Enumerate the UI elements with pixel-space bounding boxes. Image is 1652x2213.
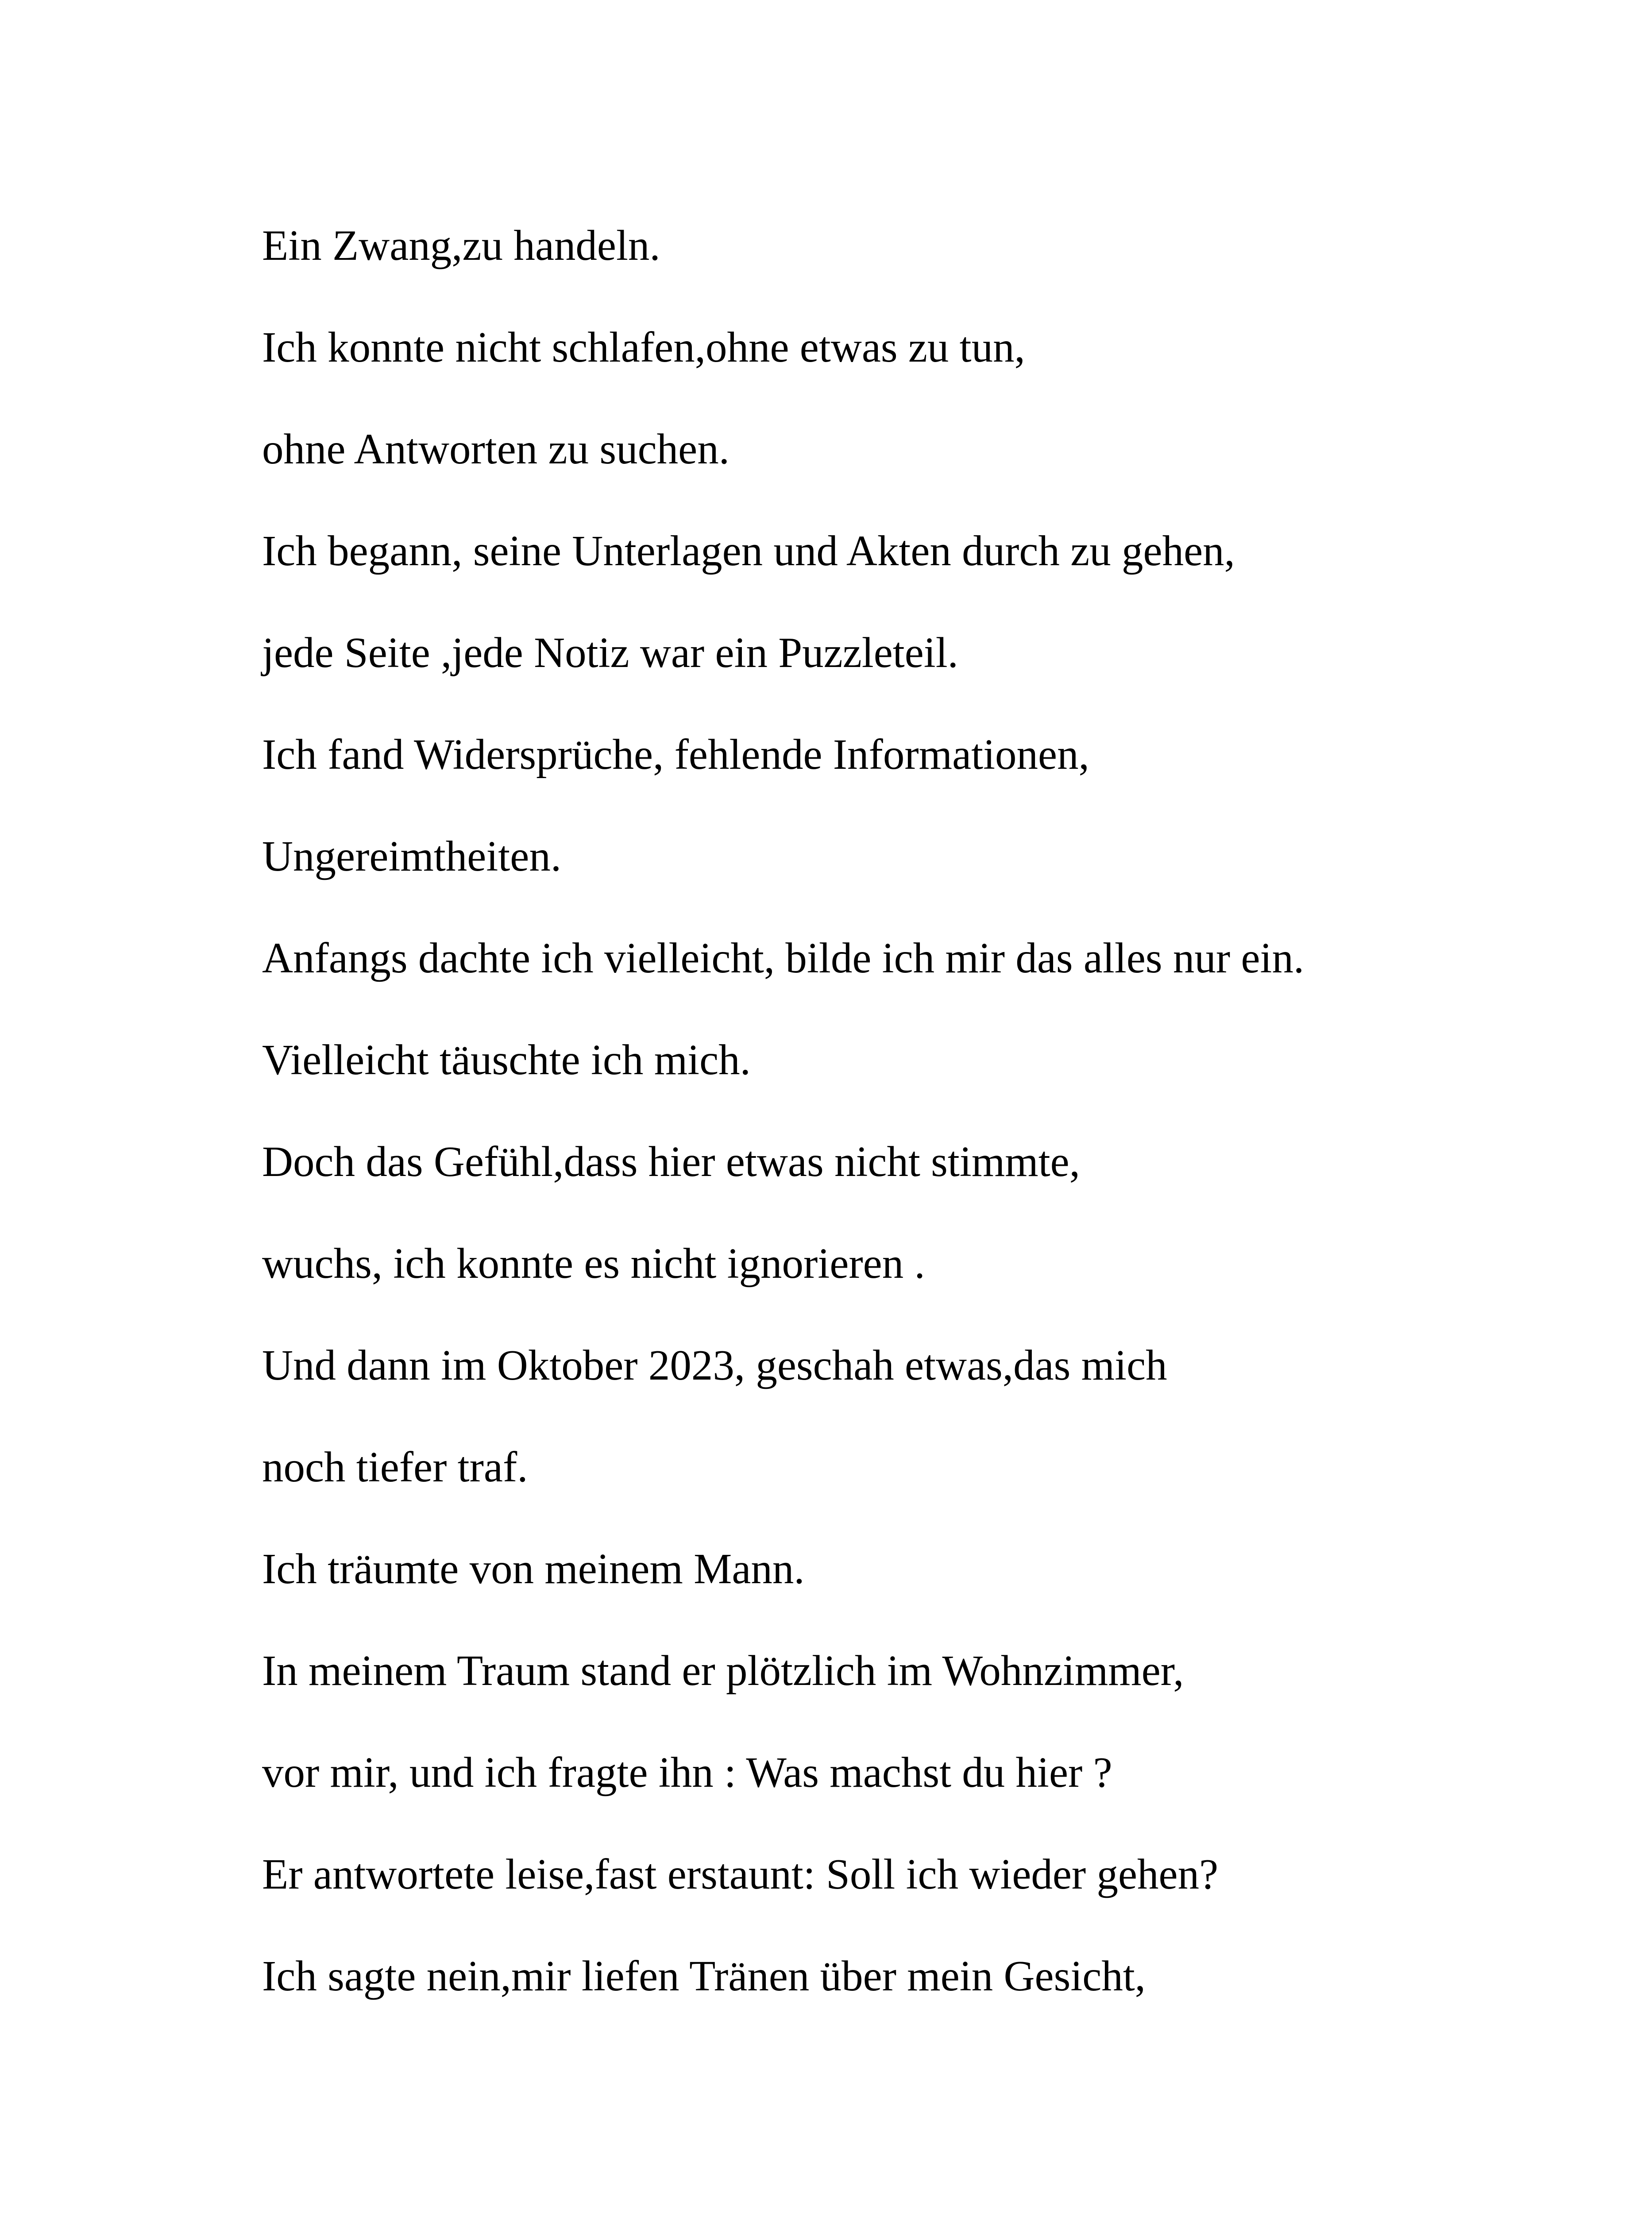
text-line: noch tiefer traf. — [262, 1443, 528, 1491]
text-line: Ich konnte nicht schlafen,ohne etwas zu tun, — [262, 324, 1025, 371]
text-line: Ich begann, seine Unterlagen und Akten durch zu gehen, — [262, 527, 1235, 574]
text-line: In meinem Traum stand er plötzlich im Wohnzimmer, — [262, 1647, 1184, 1694]
text-line: wuchs, ich konnte es nicht ignorieren . — [262, 1240, 925, 1287]
text-line: Ich träumte von meinem Mann. — [262, 1545, 805, 1592]
text-line: vor mir, und ich fragte ihn : Was machst du hier ? — [262, 1749, 1112, 1796]
text-line: Ich sagte nein,mir liefen Tränen über mein Gesicht, — [262, 1952, 1146, 2000]
text-line: ohne Antworten zu suchen. — [262, 425, 730, 473]
text-line: Vielleicht täuschte ich mich. — [262, 1036, 751, 1083]
text-line: Ich fand Widersprüche, fehlende Informationen, — [262, 731, 1089, 778]
text-line: Ungereimtheiten. — [262, 833, 562, 880]
text-line: Ein Zwang,zu handeln. — [262, 222, 660, 269]
text-body — [262, 195, 1590, 2027]
text-line: Anfangs dachte ich vielleicht, bilde ich mir das alles nur ein. — [262, 934, 1305, 982]
text-line: jede Seite ,jede Notiz war ein Puzzleteil. — [262, 629, 958, 676]
text-line: Er antwortete leise,fast erstaunt: Soll ich wieder gehen? — [262, 1851, 1219, 1898]
text-line: Doch das Gefühl,dass hier etwas nicht stimmte, — [262, 1138, 1080, 1185]
text-line: Und dann im Oktober 2023, geschah etwas,das mich — [262, 1342, 1167, 1389]
